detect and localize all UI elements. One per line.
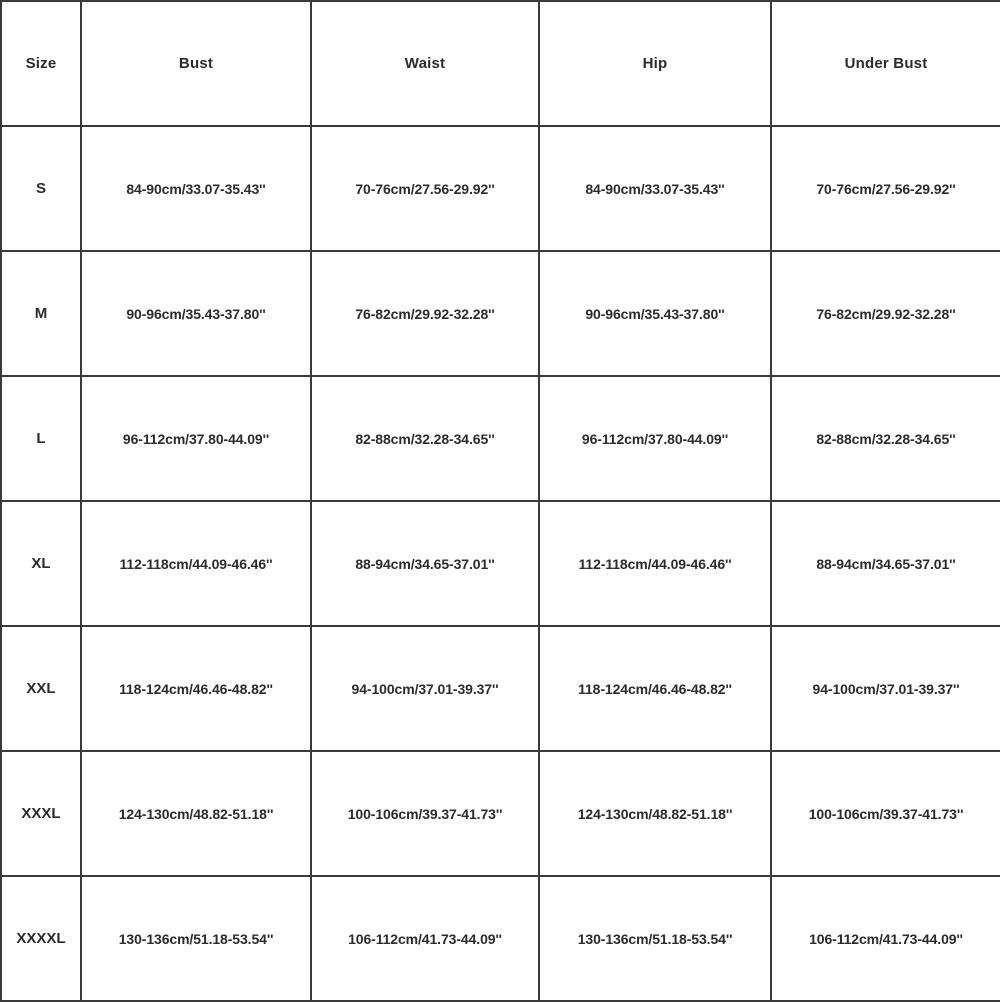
under-bust-cell: 70-76cm/27.56-29.92'': [771, 126, 1000, 251]
hip-cell: 118-124cm/46.46-48.82'': [539, 626, 771, 751]
size-table-body: [1, 126, 1000, 1001]
size-chart-header-row: [1, 1, 1000, 126]
size-cell: XXXXL: [1, 876, 81, 1001]
size-cell: XL: [1, 501, 81, 626]
bust-cell: 112-118cm/44.09-46.46'': [81, 501, 311, 626]
table-row: [1, 501, 1000, 626]
size-cell: L: [1, 376, 81, 501]
hip-cell: 124-130cm/48.82-51.18'': [539, 751, 771, 876]
size-cell: XXXL: [1, 751, 81, 876]
column-header-waist: Waist: [311, 1, 539, 126]
size-cell: S: [1, 126, 81, 251]
under-bust-cell: 106-112cm/41.73-44.09'': [771, 876, 1000, 1001]
bust-cell: 130-136cm/51.18-53.54'': [81, 876, 311, 1001]
waist-cell: 70-76cm/27.56-29.92'': [311, 126, 539, 251]
bust-cell: 124-130cm/48.82-51.18'': [81, 751, 311, 876]
column-header-bust: Bust: [81, 1, 311, 126]
waist-cell: 106-112cm/41.73-44.09'': [311, 876, 539, 1001]
bust-cell: 84-90cm/33.07-35.43'': [81, 126, 311, 251]
table-row: [1, 751, 1000, 876]
under-bust-cell: 100-106cm/39.37-41.73'': [771, 751, 1000, 876]
waist-cell: 94-100cm/37.01-39.37'': [311, 626, 539, 751]
hip-cell: 112-118cm/44.09-46.46'': [539, 501, 771, 626]
table-row: [1, 876, 1000, 1001]
bust-cell: 90-96cm/35.43-37.80'': [81, 251, 311, 376]
under-bust-cell: 76-82cm/29.92-32.28'': [771, 251, 1000, 376]
hip-cell: 84-90cm/33.07-35.43'': [539, 126, 771, 251]
under-bust-cell: 88-94cm/34.65-37.01'': [771, 501, 1000, 626]
under-bust-cell: 94-100cm/37.01-39.37'': [771, 626, 1000, 751]
waist-cell: 76-82cm/29.92-32.28'': [311, 251, 539, 376]
table-row: [1, 251, 1000, 376]
table-row: [1, 376, 1000, 501]
table-row: [1, 126, 1000, 251]
table-row: [1, 626, 1000, 751]
under-bust-cell: 82-88cm/32.28-34.65'': [771, 376, 1000, 501]
hip-cell: 130-136cm/51.18-53.54'': [539, 876, 771, 1001]
size-cell: M: [1, 251, 81, 376]
hip-cell: 96-112cm/37.80-44.09'': [539, 376, 771, 501]
column-header-hip: Hip: [539, 1, 771, 126]
waist-cell: 88-94cm/34.65-37.01'': [311, 501, 539, 626]
column-header-size: Size: [1, 1, 81, 126]
bust-cell: 118-124cm/46.46-48.82'': [81, 626, 311, 751]
waist-cell: 100-106cm/39.37-41.73'': [311, 751, 539, 876]
hip-cell: 90-96cm/35.43-37.80'': [539, 251, 771, 376]
size-cell: XXL: [1, 626, 81, 751]
waist-cell: 82-88cm/32.28-34.65'': [311, 376, 539, 501]
column-header-under-bust: Under Bust: [771, 1, 1000, 126]
bust-cell: 96-112cm/37.80-44.09'': [81, 376, 311, 501]
